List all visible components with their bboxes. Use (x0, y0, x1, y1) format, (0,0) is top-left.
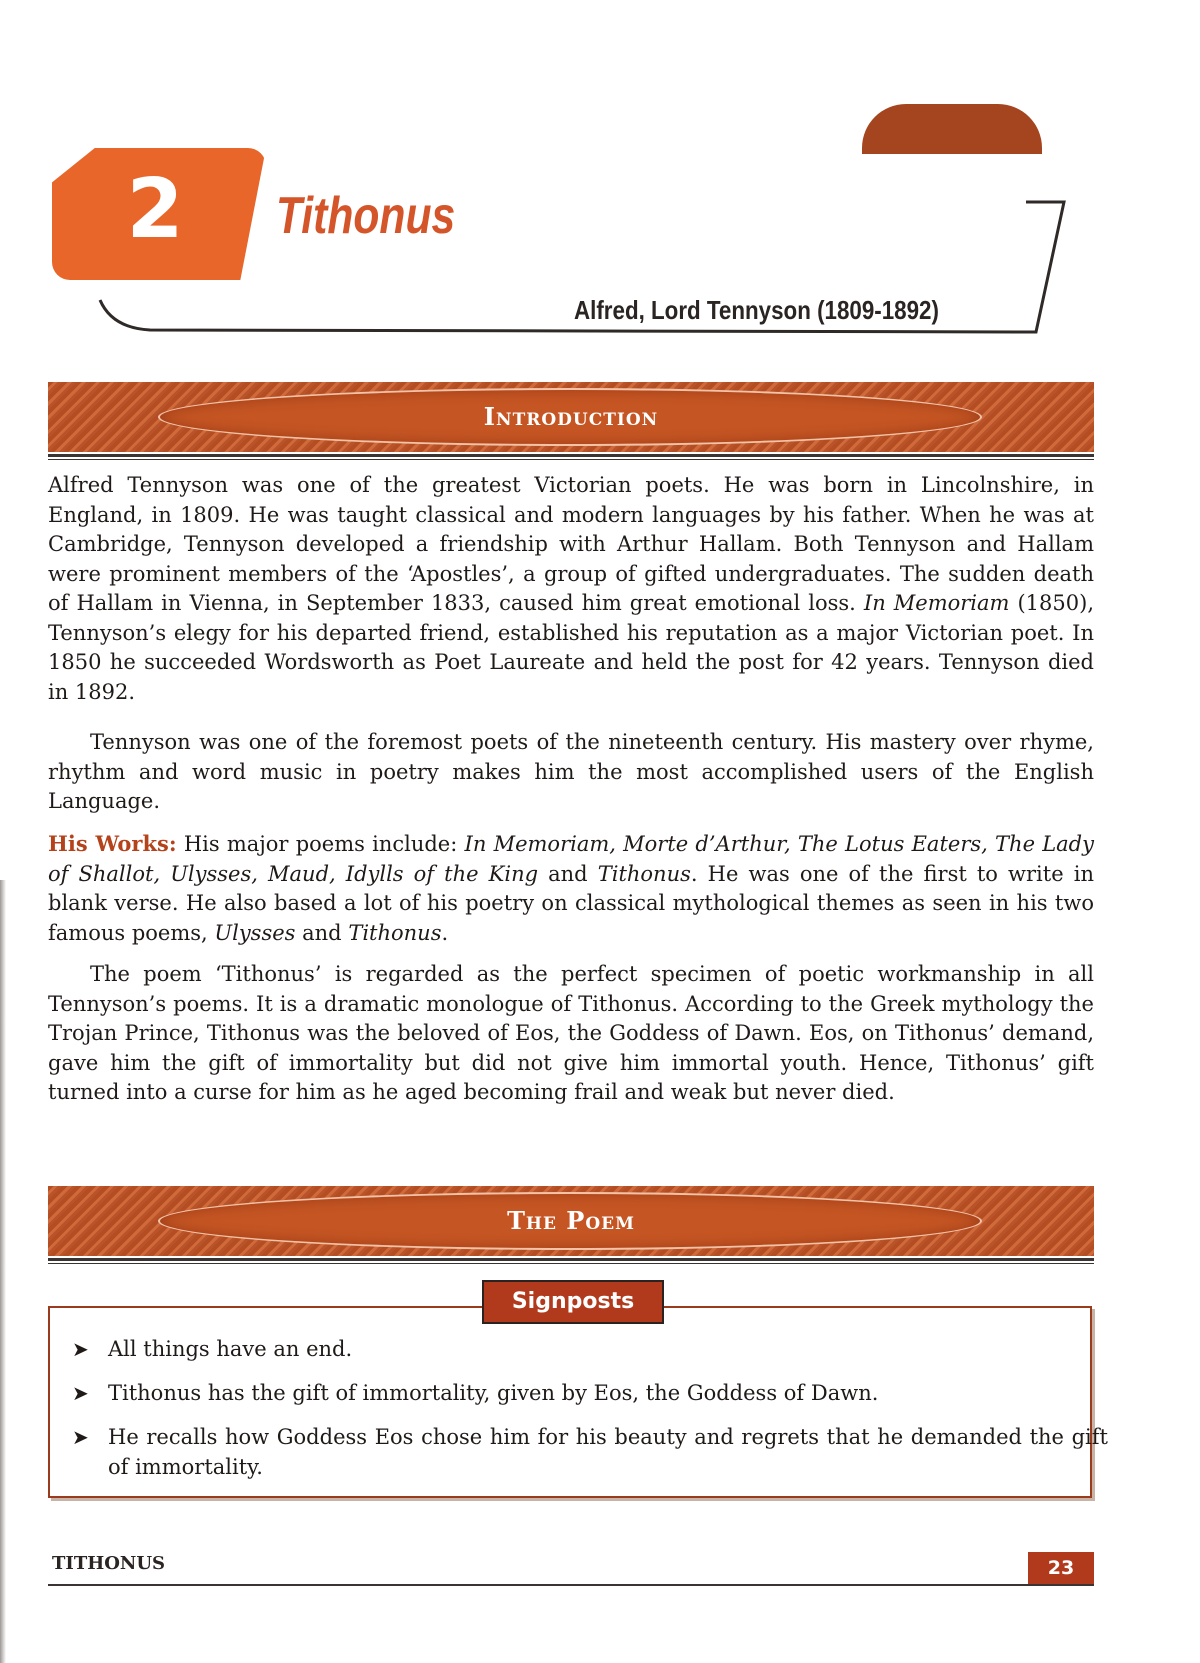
chapter-title: Tithonus (276, 187, 456, 245)
chapter-number: 2 (126, 162, 184, 257)
arrowhead-bullet-icon: ➤ (72, 1425, 89, 1449)
works-titles: In Memoriam, Morte d’Arthur, The Lotus Eaters, The Lady of Shallot, Ulysses, Maud, Idylls of the King (48, 832, 1094, 886)
works-label: His Works: (48, 831, 177, 856)
signpost-item: ➤ Tithonus has the gift of immortality, given by Eos, the Goddess of Dawn. (72, 1378, 1108, 1408)
introduction-rule (48, 454, 1094, 460)
arrowhead-bullet-icon: ➤ (72, 1381, 89, 1405)
intro-paragraph-2: Tennyson was one of the foremost poets of the nineteenth century. His mastery over rhyme, rhythm and word music in poetry makes him the most accomplished users of the English Language. (48, 730, 1094, 813)
in-memoriam-title: In Memoriam (863, 591, 1010, 615)
intro-paragraph-1: Alfred Tennyson was one of the greatest Victorian poets. He was born in Lincolnshire, in England, in 1809. He was taught classical and modern languages by his father. When he was at Cambridge, Tennyson developed a friendship with Arthur Hallam. Both Tennyson and Hallam were prominent members of the ‘Apostles’, a group of gifted undergraduates. The sudden death of Hallam in Vienna, in September 1833, caused him great emotional loss. In Memoriam (1850), Tennyson’s elegy for his departed friend, established his reputation as a major Victorian poet. In 1850 he succeeded Wordsworth as Poet Laureate and held the post for 42 years. Tennyson died in 1892. (48, 473, 1094, 704)
introduction-heading: Introduction (483, 402, 659, 431)
introduction-banner (48, 382, 1094, 452)
intro-paragraph-3: The poem ‘Tithonus’ is regarded as the perfect specimen of poetic workmanship in all Tennyson’s poems. It is a dramatic monologue of Tithonus. According to the Greek mythology the Trojan Prince, Tithonus was the beloved of Eos, the Goddess of Dawn. Eos, on Tithonus’ demand, gave him the gift of immortality but did not give him immortal youth. Hence, Tithonus’ gift turned into a curse for him as he aged becoming frail and weak but never died. (48, 962, 1094, 1104)
page-edge-shadow (0, 880, 6, 1663)
footer-title: TITHONUS (52, 1553, 166, 1574)
poem-heading: The Poem (507, 1206, 635, 1235)
footer-rule (48, 1584, 1094, 1586)
author-line: Alfred, Lord Tennyson (1809-1892) (574, 295, 939, 325)
signpost-item: ➤ All things have an end. (72, 1334, 1108, 1364)
works-paragraph: His Works: His major poems include: In Memoriam, Morte d’Arthur, The Lotus Eaters, The Lady of Shallot, Ulysses, Maud, Idylls of the King and Tithonus. He was one of the first to write in blank verse. He also based a lot of his poetry on classical mythological themes as seen in his two famous poems, Ulysses and Tithonus. (48, 831, 1094, 945)
arrowhead-bullet-icon: ➤ (72, 1337, 89, 1361)
page-number: 23 (1028, 1552, 1094, 1584)
poem-rule (48, 1258, 1094, 1264)
signpost-item: ➤ He recalls how Goddess Eos chose him for his beauty and regrets that he demanded the gift of immortality. (72, 1422, 1108, 1482)
poem-banner (48, 1186, 1094, 1256)
signposts-label: Signposts (482, 1280, 664, 1324)
